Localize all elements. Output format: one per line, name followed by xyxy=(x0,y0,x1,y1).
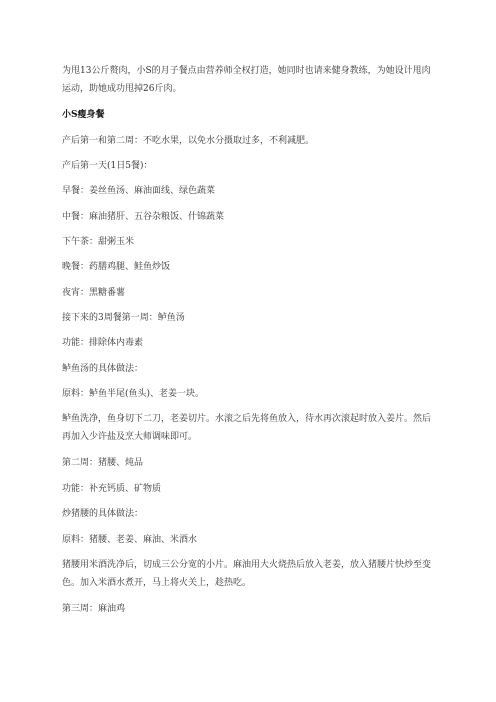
paragraph: 中餐：麻油猪肝、五谷杂粮饭、什锦蔬菜 xyxy=(62,212,225,222)
paragraph: 鲈鱼汤的具体做法： xyxy=(62,364,144,374)
paragraph: 功能：补充钙质、矿物质 xyxy=(62,484,162,494)
paragraph: 晚餐：药膳鸡腿、鲑鱼炒饭 xyxy=(62,262,171,272)
paragraph: 鲈鱼洗净，鱼身切下二刀，老姜切片。水滚之后先将鱼放入，待水再次滚起时放入姜片。然后再加入少许盐及烹大师调味即可。 xyxy=(62,414,432,442)
paragraph: 早餐：姜丝鱼汤、麻油面线、绿色蔬菜 xyxy=(62,186,216,196)
paragraph: 功能：排除体内毒素 xyxy=(62,338,144,348)
paragraph: 第三周：麻油鸡 xyxy=(62,604,126,614)
paragraph: 夜宵：黑糖番薯 xyxy=(62,288,126,298)
section-heading: 小S瘦身餐 xyxy=(62,110,105,120)
intro-paragraph: 为甩13公斤赘肉，小S的月子餐点由营养师全权打造，她同时也请来健身教练，为她设计甩肉运动，助她成功甩掉26斤肉。 xyxy=(62,66,431,94)
paragraph: 第二周：猪腰、炖品 xyxy=(62,458,144,468)
paragraph: 原料：猪腰、老姜、麻油、米酒水 xyxy=(62,535,198,545)
paragraph: 接下来的3周餐第一周：鲈鱼汤 xyxy=(62,313,185,323)
paragraph: 下午茶：甜粥玉米 xyxy=(62,237,135,247)
paragraph: 产后第一和第二周：不吃水果，以免水分摄取过多，不利减肥。 xyxy=(62,136,315,146)
paragraph: 猪腰用米酒洗净后，切成三公分宽的小片。麻油用大火烧热后放入老姜，放入猪腰片快炒至变色。加入米酒水煮开，马上将火关上，趁热吃。 xyxy=(62,560,432,588)
paragraph: 原料：鲈鱼半尾(鱼头)、老姜一块。 xyxy=(62,389,205,399)
paragraph: 炒猪腰的具体做法： xyxy=(62,509,144,519)
paragraph: 产后第一天(1日5餐)： xyxy=(62,161,153,171)
